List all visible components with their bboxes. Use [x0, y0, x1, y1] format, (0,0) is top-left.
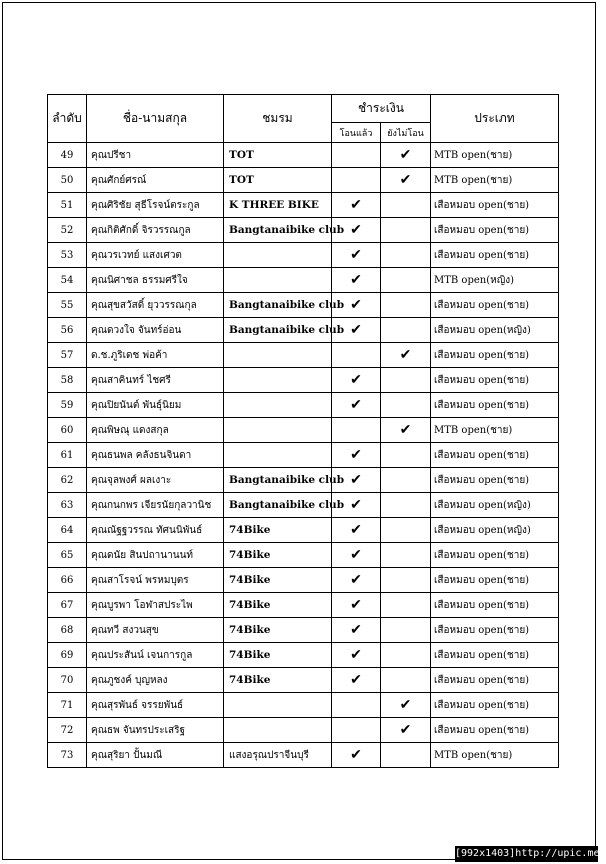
category-type: เสือหมอบ open(ชาย)	[431, 668, 559, 693]
category-type: เสือหมอบ open(ชาย)	[431, 593, 559, 618]
unpaid-check-cell	[381, 693, 431, 718]
header-name: ชื่อ-นามสกุล	[87, 95, 224, 143]
club-name	[224, 343, 332, 368]
unpaid-check-cell	[381, 643, 431, 668]
check-icon: ✔	[350, 222, 362, 238]
category-type: เสือหมอบ open(ชาย)	[431, 193, 559, 218]
check-icon: ✔	[350, 522, 362, 538]
category-type: เสือหมอบ open(ชาย)	[431, 643, 559, 668]
table-row	[48, 643, 559, 668]
category-type: MTB open(ชาย)	[431, 418, 559, 443]
participant-name: คุณปิยนันต์ พันธุ์นิยม	[87, 393, 224, 418]
unpaid-check-cell	[381, 443, 431, 468]
table-row	[48, 468, 559, 493]
table-row	[48, 568, 559, 593]
check-icon: ✔	[399, 347, 412, 363]
participant-name: คุณธนพล คลังธนจินดา	[87, 443, 224, 468]
paid-check-cell	[332, 143, 381, 168]
table-row	[48, 143, 559, 168]
table-row	[48, 543, 559, 568]
unpaid-check-cell	[381, 243, 431, 268]
participant-name: คุณจุลพงศ์ ผลเงาะ	[87, 468, 224, 493]
row-number: 61	[48, 443, 87, 468]
participant-name: คุณสุรพันธ์ จรรยพันธ์	[87, 693, 224, 718]
row-number: 68	[48, 618, 87, 643]
header-type: ประเภท	[431, 95, 559, 143]
participant-name: คุณธพ จันทรประเสริฐ	[87, 718, 224, 743]
category-type: เสือหมอบ open(หญิง)	[431, 493, 559, 518]
participant-name: คุณศิริชัย สุธีโรจน์ตระกูล	[87, 193, 224, 218]
participant-name: คุณดนัย สินปถานานนท์	[87, 543, 224, 568]
club-name	[224, 418, 332, 443]
club-name	[224, 368, 332, 393]
table-row	[48, 168, 559, 193]
row-number: 55	[48, 293, 87, 318]
unpaid-check-cell	[381, 593, 431, 618]
club-name: 74Bike	[224, 568, 332, 593]
club-name: 74Bike	[224, 618, 332, 643]
check-icon: ✔	[350, 272, 362, 288]
check-icon: ✔	[399, 172, 412, 188]
unpaid-check-cell	[381, 393, 431, 418]
club-name	[224, 243, 332, 268]
club-name: แสงอรุณปราจีนบุรี	[224, 743, 332, 768]
row-number: 67	[48, 593, 87, 618]
check-icon: ✔	[350, 447, 362, 463]
category-type: เสือหมอบ open(ชาย)	[431, 218, 559, 243]
table-row	[48, 343, 559, 368]
table-row	[48, 718, 559, 743]
unpaid-check-cell	[381, 268, 431, 293]
club-name	[224, 443, 332, 468]
paid-check-cell	[332, 593, 381, 618]
check-icon: ✔	[399, 147, 412, 163]
paid-check-cell	[332, 368, 381, 393]
paid-check-cell	[332, 518, 381, 543]
club-name	[224, 393, 332, 418]
row-number: 65	[48, 543, 87, 568]
participant-name: คุณปรีชา	[87, 143, 224, 168]
unpaid-check-cell	[381, 568, 431, 593]
paid-check-cell	[332, 268, 381, 293]
table-row	[48, 268, 559, 293]
club-name: 74Bike	[224, 518, 332, 543]
participant-name: คุณศักย์ศรณ์	[87, 168, 224, 193]
table-row	[48, 443, 559, 468]
row-number: 53	[48, 243, 87, 268]
category-type: MTB open(หญิง)	[431, 268, 559, 293]
category-type: เสือหมอบ open(ชาย)	[431, 443, 559, 468]
check-icon: ✔	[350, 297, 362, 313]
unpaid-check-cell	[381, 293, 431, 318]
participant-name: คุณบูรพา โอฬาสประไพ	[87, 593, 224, 618]
category-type: เสือหมอบ open(ชาย)	[431, 693, 559, 718]
club-name: Bangtanaibike club	[224, 493, 332, 518]
unpaid-check-cell	[381, 218, 431, 243]
unpaid-check-cell	[381, 543, 431, 568]
category-type: เสือหมอบ open(ชาย)	[431, 243, 559, 268]
table-body	[48, 143, 559, 768]
category-type: MTB open(ชาย)	[431, 143, 559, 168]
check-icon: ✔	[350, 572, 362, 588]
header-unpaid: ยังไม่โอน	[381, 123, 431, 143]
header-payment: ชำระเงิน	[332, 95, 431, 123]
club-name: K THREE BIKE	[224, 193, 332, 218]
unpaid-check-cell	[381, 368, 431, 393]
check-icon: ✔	[399, 722, 412, 738]
paid-check-cell	[332, 668, 381, 693]
table-row	[48, 418, 559, 443]
table-row	[48, 368, 559, 393]
row-number: 64	[48, 518, 87, 543]
category-type: MTB open(ชาย)	[431, 743, 559, 768]
row-number: 59	[48, 393, 87, 418]
club-name	[224, 693, 332, 718]
category-type: MTB open(ชาย)	[431, 168, 559, 193]
table-row	[48, 218, 559, 243]
club-name: Bangtanaibike club	[224, 218, 332, 243]
row-number: 69	[48, 643, 87, 668]
participant-name: คุณทวี สงวนสุข	[87, 618, 224, 643]
table-row	[48, 593, 559, 618]
paid-check-cell	[332, 718, 381, 743]
check-icon: ✔	[350, 497, 362, 513]
participant-name: คุณภูชงค์ บุญหลง	[87, 668, 224, 693]
check-icon: ✔	[350, 647, 362, 663]
club-name: 74Bike	[224, 643, 332, 668]
unpaid-check-cell	[381, 343, 431, 368]
unpaid-check-cell	[381, 743, 431, 768]
category-type: เสือหมอบ open(หญิง)	[431, 518, 559, 543]
club-name: 74Bike	[224, 668, 332, 693]
check-icon: ✔	[399, 697, 412, 713]
row-number: 49	[48, 143, 87, 168]
header-club: ชมรม	[224, 95, 332, 143]
image-size-watermark: [992x1403]http://upic.me/	[455, 846, 598, 862]
paid-check-cell	[332, 168, 381, 193]
row-number: 56	[48, 318, 87, 343]
row-number: 72	[48, 718, 87, 743]
participant-name: คุณพิษณุ แดงสกุล	[87, 418, 224, 443]
check-icon: ✔	[350, 372, 362, 388]
paid-check-cell	[332, 443, 381, 468]
check-icon: ✔	[350, 472, 362, 488]
club-name: TOT	[224, 168, 332, 193]
paid-check-cell	[332, 243, 381, 268]
paid-check-cell	[332, 343, 381, 368]
category-type: เสือหมอบ open(ชาย)	[431, 568, 559, 593]
row-number: 71	[48, 693, 87, 718]
participant-name: คุณสาโรจน์ พรหมบุตร	[87, 568, 224, 593]
check-icon: ✔	[399, 422, 412, 438]
row-number: 52	[48, 218, 87, 243]
club-name: 74Bike	[224, 593, 332, 618]
table-row	[48, 518, 559, 543]
club-name: Bangtanaibike club	[224, 468, 332, 493]
table-row	[48, 493, 559, 518]
paid-check-cell	[332, 543, 381, 568]
participant-name: คุณดวงใจ จันทร์อ่อน	[87, 318, 224, 343]
row-number: 60	[48, 418, 87, 443]
check-icon: ✔	[350, 247, 362, 263]
participant-name: คุณวรเวทย์ แสงเศวต	[87, 243, 224, 268]
category-type: เสือหมอบ open(ชาย)	[431, 618, 559, 643]
check-icon: ✔	[350, 547, 362, 563]
participant-name: คุณสุขสวัสดิ์ ยุววรรณกุล	[87, 293, 224, 318]
club-name: Bangtanaibike club	[224, 318, 332, 343]
table-row	[48, 668, 559, 693]
table-row	[48, 193, 559, 218]
club-name: 74Bike	[224, 543, 332, 568]
paid-check-cell	[332, 568, 381, 593]
unpaid-check-cell	[381, 518, 431, 543]
unpaid-check-cell	[381, 168, 431, 193]
paid-check-cell	[332, 393, 381, 418]
row-number: 51	[48, 193, 87, 218]
category-type: เสือหมอบ open(ชาย)	[431, 718, 559, 743]
club-name: Bangtanaibike club	[224, 293, 332, 318]
check-icon: ✔	[350, 597, 362, 613]
unpaid-check-cell	[381, 668, 431, 693]
paid-check-cell	[332, 418, 381, 443]
row-number: 66	[48, 568, 87, 593]
paid-check-cell	[332, 743, 381, 768]
participant-name: ด.ช.ภูริเดช พ่อค้า	[87, 343, 224, 368]
unpaid-check-cell	[381, 468, 431, 493]
category-type: เสือหมอบ open(หญิง)	[431, 318, 559, 343]
participant-name: คุณกนกพร เจียรนัยกุลวานิช	[87, 493, 224, 518]
unpaid-check-cell	[381, 718, 431, 743]
club-name	[224, 718, 332, 743]
category-type: เสือหมอบ open(ชาย)	[431, 343, 559, 368]
paid-check-cell	[332, 618, 381, 643]
unpaid-check-cell	[381, 318, 431, 343]
check-icon: ✔	[350, 672, 362, 688]
check-icon: ✔	[350, 622, 362, 638]
unpaid-check-cell	[381, 193, 431, 218]
row-number: 50	[48, 168, 87, 193]
paid-check-cell	[332, 643, 381, 668]
club-name	[224, 268, 332, 293]
check-icon: ✔	[350, 322, 362, 338]
table-row	[48, 293, 559, 318]
participant-name: คุณสุริยา ปั้นมณี	[87, 743, 224, 768]
category-type: เสือหมอบ open(ชาย)	[431, 293, 559, 318]
club-name: TOT	[224, 143, 332, 168]
unpaid-check-cell	[381, 618, 431, 643]
registration-table	[47, 94, 559, 768]
participant-name: คุณณัฐฐวรรณ ทัศนนิพันธ์	[87, 518, 224, 543]
participant-name: คุณสาคินทร์ ไชศรี	[87, 368, 224, 393]
row-number: 58	[48, 368, 87, 393]
row-number: 70	[48, 668, 87, 693]
table-row	[48, 318, 559, 343]
paid-check-cell	[332, 693, 381, 718]
table-row	[48, 693, 559, 718]
paid-check-cell	[332, 193, 381, 218]
check-icon: ✔	[350, 197, 362, 213]
participant-name: คุณกิติศักดิ์ จิรวรรณกูล	[87, 218, 224, 243]
row-number: 62	[48, 468, 87, 493]
row-number: 63	[48, 493, 87, 518]
check-icon: ✔	[350, 397, 362, 413]
category-type: เสือหมอบ open(ชาย)	[431, 543, 559, 568]
table-row	[48, 743, 559, 768]
row-number: 57	[48, 343, 87, 368]
row-number: 73	[48, 743, 87, 768]
check-icon: ✔	[350, 747, 362, 763]
participant-name: คุณประสันน์ เจนการกูล	[87, 643, 224, 668]
unpaid-check-cell	[381, 143, 431, 168]
table-row	[48, 393, 559, 418]
table-row	[48, 618, 559, 643]
row-number: 54	[48, 268, 87, 293]
header-paid: โอนแล้ว	[332, 123, 381, 143]
participant-name: คุณนิศาชล ธรรมศรีใจ	[87, 268, 224, 293]
category-type: เสือหมอบ open(ชาย)	[431, 368, 559, 393]
header-no: ลำดับ	[48, 95, 87, 143]
table-row	[48, 243, 559, 268]
category-type: เสือหมอบ open(ชาย)	[431, 393, 559, 418]
category-type: เสือหมอบ open(ชาย)	[431, 468, 559, 493]
unpaid-check-cell	[381, 418, 431, 443]
unpaid-check-cell	[381, 493, 431, 518]
